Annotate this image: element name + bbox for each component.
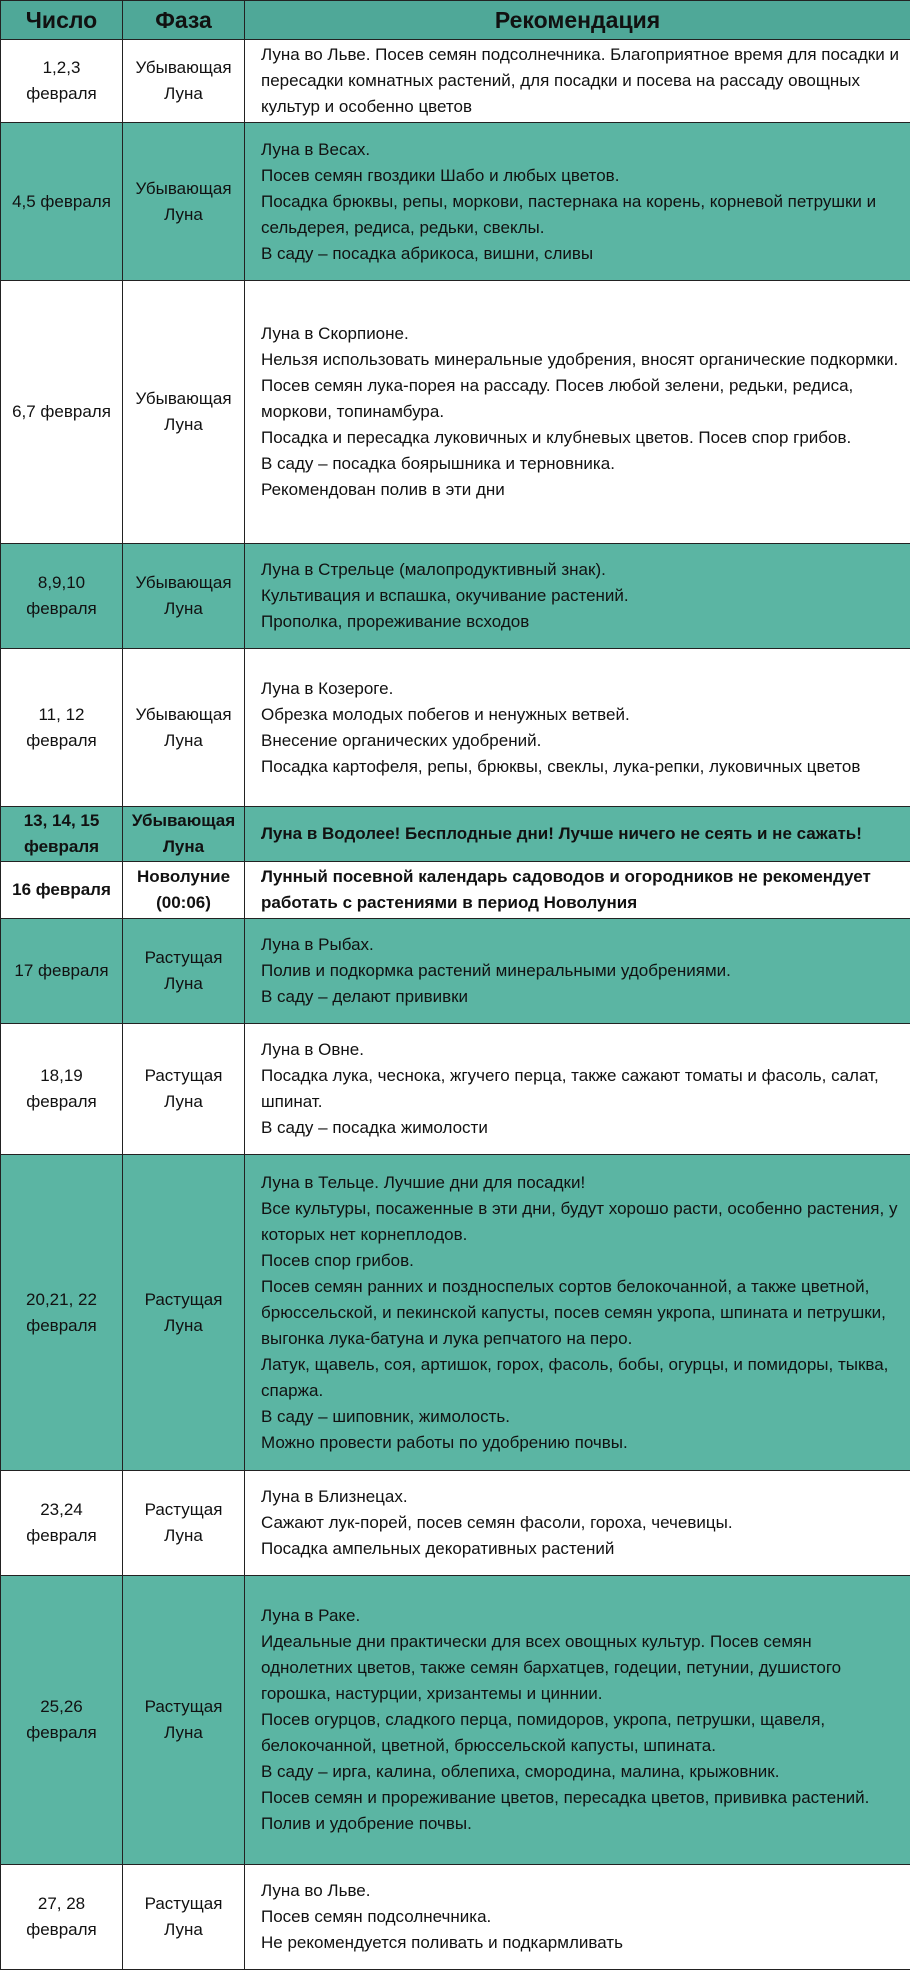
recommendation-line: Прополка, прореживание всходов	[261, 609, 902, 635]
recommendation-line: Посев семян лука-порея на рассаду. Посев любой зелени, редьки, редиса, моркови, топинамбура.	[261, 373, 902, 425]
row-phase: Убывающая Луна	[123, 123, 245, 281]
recommendation-line: Луна во Льве.	[261, 1878, 902, 1904]
table-row	[1, 1155, 910, 1471]
recommendation-line: Культивация и вспашка, окучивание растений.	[261, 583, 902, 609]
recommendation-line: Посев семян и прореживание цветов, пересадка цветов, прививка растений.	[261, 1785, 902, 1811]
row-recommendation	[245, 807, 910, 862]
row-recommendation	[245, 1576, 910, 1865]
recommendation-line: В саду – посадка жимолости	[261, 1115, 902, 1141]
row-date: 8,9,10 февраля	[1, 544, 123, 649]
recommendation-line: Полив и подкормка растений минеральными удобрениями.	[261, 958, 902, 984]
row-date: 27, 28 февраля	[1, 1865, 123, 1970]
row-date: 25,26 февраля	[1, 1576, 123, 1865]
recommendation-line: Луна в Рыбах.	[261, 932, 902, 958]
recommendation-line: В саду – шиповник, жимолость.	[261, 1404, 902, 1430]
row-phase: Растущая Луна	[123, 1576, 245, 1865]
row-recommendation	[245, 1024, 910, 1155]
table-row	[1, 40, 910, 123]
recommendation-line: Луна в Овне.	[261, 1037, 902, 1063]
table-row	[1, 1576, 910, 1865]
recommendation-line: Посадка брюквы, репы, моркови, пастернака на корень, корневой петрушки и сельдерея, редиса, редьки, свеклы.	[261, 189, 902, 241]
recommendation-line: В саду – посадка боярышника и терновника.	[261, 451, 902, 477]
recommendation-line: Луна в Стрельце (малопродуктивный знак).	[261, 557, 902, 583]
row-phase: Убывающая Луна	[123, 281, 245, 544]
row-recommendation	[245, 919, 910, 1024]
recommendation-line: Посев семян гвоздики Шабо и любых цветов.	[261, 163, 902, 189]
row-phase: Растущая Луна	[123, 1155, 245, 1471]
row-phase: Убывающая Луна	[123, 40, 245, 123]
recommendation-line: Рекомендован полив в эти дни	[261, 477, 902, 503]
row-date: 4,5 февраля	[1, 123, 123, 281]
recommendation-line: Луна в Водолее! Бесплодные дни! Лучше ничего не сеять и не сажать!	[261, 821, 902, 847]
table-body	[1, 40, 910, 1970]
row-phase: Растущая Луна	[123, 919, 245, 1024]
row-recommendation	[245, 1865, 910, 1970]
recommendation-line: Идеальные дни практически для всех овощных культур. Посев семян однолетних цветов, также семян бархатцев, годеции, петунии, душистого горошка, настурции, хризантемы и циннии.	[261, 1629, 902, 1707]
row-date: 23,24 февраля	[1, 1471, 123, 1576]
recommendation-line: Полив и удобрение почвы.	[261, 1811, 902, 1837]
recommendation-line: Обрезка молодых побегов и ненужных ветвей.	[261, 702, 902, 728]
recommendation-line: Нельзя использовать минеральные удобрения, вносят органические подкормки.	[261, 347, 902, 373]
row-phase: Растущая Луна	[123, 1471, 245, 1576]
row-recommendation	[245, 544, 910, 649]
recommendation-line: Посев огурцов, сладкого перца, помидоров, укропа, петрушки, щавеля, белокочанной, цветной, брюссельской капусты, шпината.	[261, 1707, 902, 1759]
row-phase: Растущая Луна	[123, 1865, 245, 1970]
header-recommendation: Рекомендация	[245, 1, 910, 40]
recommendation-line: Все культуры, посаженные в эти дни, будут хорошо расти, особенно растения, у которых нет корнеплодов.	[261, 1196, 902, 1248]
row-date: 17 февраля	[1, 919, 123, 1024]
table-row	[1, 919, 910, 1024]
row-recommendation	[245, 1155, 910, 1471]
row-recommendation	[245, 123, 910, 281]
row-date: 20,21, 22 февраля	[1, 1155, 123, 1471]
recommendation-line: Луна в Весах.	[261, 137, 902, 163]
recommendation-line: В саду – делают прививки	[261, 984, 902, 1010]
table-row	[1, 1471, 910, 1576]
table-row	[1, 862, 910, 919]
row-recommendation	[245, 862, 910, 919]
table-header	[1, 1, 910, 40]
recommendation-line: Луна в Скорпионе.	[261, 321, 902, 347]
recommendation-line: Луна в Козероге.	[261, 676, 902, 702]
recommendation-line: Посадка лука, чеснока, жгучего перца, также сажают томаты и фасоль, салат, шпинат.	[261, 1063, 902, 1115]
row-recommendation	[245, 40, 910, 123]
recommendation-line: В саду – ирга, калина, облепиха, смородина, малина, крыжовник.	[261, 1759, 902, 1785]
row-recommendation	[245, 281, 910, 544]
recommendation-line: Посадка и пересадка луковичных и клубневых цветов. Посев спор грибов.	[261, 425, 902, 451]
recommendation-line: Посев семян подсолнечника.	[261, 1904, 902, 1930]
row-recommendation	[245, 649, 910, 807]
table-row	[1, 123, 910, 281]
row-phase: Новолуние (00:06)	[123, 862, 245, 919]
recommendation-line: Луна во Льве. Посев семян подсолнечника. Благоприятное время для посадки и пересадки комнатных растений, для посадки и посева на рассаду овощных культур и особенно цветов	[261, 42, 902, 120]
row-date: 1,2,3 февраля	[1, 40, 123, 123]
recommendation-line: Луна в Тельце. Лучшие дни для посадки!	[261, 1170, 902, 1196]
recommendation-line: Луна в Раке.	[261, 1603, 902, 1629]
row-date: 11, 12 февраля	[1, 649, 123, 807]
row-phase: Убывающая Луна	[123, 807, 245, 862]
table-row	[1, 1024, 910, 1155]
table-row	[1, 544, 910, 649]
row-date: 18,19 февраля	[1, 1024, 123, 1155]
row-phase: Убывающая Луна	[123, 649, 245, 807]
recommendation-line: Посадка картофеля, репы, брюквы, свеклы, лука-репки, луковичных цветов	[261, 754, 902, 780]
recommendation-line: Посев спор грибов.	[261, 1248, 902, 1274]
recommendation-line: Посев семян ранних и поздноспелых сортов белокочанной, а также цветной, брюссельской, и пекинской капусты, посев семян укропа, шпината и петрушки, выгонка лука-батуна и лука репчатого на перо.	[261, 1274, 902, 1352]
recommendation-line: Лунный посевной календарь садоводов и огородников не рекомендует работать с растениями в период Новолуния	[261, 864, 902, 916]
recommendation-line: Не рекомендуется поливать и подкармливать	[261, 1930, 902, 1956]
recommendation-line: Посадка ампельных декоративных растений	[261, 1536, 902, 1562]
row-phase: Растущая Луна	[123, 1024, 245, 1155]
table-row	[1, 807, 910, 862]
header-phase: Фаза	[123, 1, 245, 40]
recommendation-line: Можно провести работы по удобрению почвы.	[261, 1430, 902, 1456]
recommendation-line: Внесение органических удобрений.	[261, 728, 902, 754]
recommendation-line: Латук, щавель, соя, артишок, горох, фасоль, бобы, огурцы, и помидоры, тыква, спаржа.	[261, 1352, 902, 1404]
row-recommendation	[245, 1471, 910, 1576]
table-row	[1, 649, 910, 807]
row-date: 16 февраля	[1, 862, 123, 919]
table-row	[1, 1865, 910, 1970]
recommendation-line: Луна в Близнецах.	[261, 1484, 902, 1510]
table-row	[1, 281, 910, 544]
row-date: 13, 14, 15 февраля	[1, 807, 123, 862]
row-phase: Убывающая Луна	[123, 544, 245, 649]
recommendation-line: Сажают лук-порей, посев семян фасоли, гороха, чечевицы.	[261, 1510, 902, 1536]
recommendation-line: В саду – посадка абрикоса, вишни, сливы	[261, 241, 902, 267]
row-date: 6,7 февраля	[1, 281, 123, 544]
header-date: Число	[1, 1, 123, 40]
